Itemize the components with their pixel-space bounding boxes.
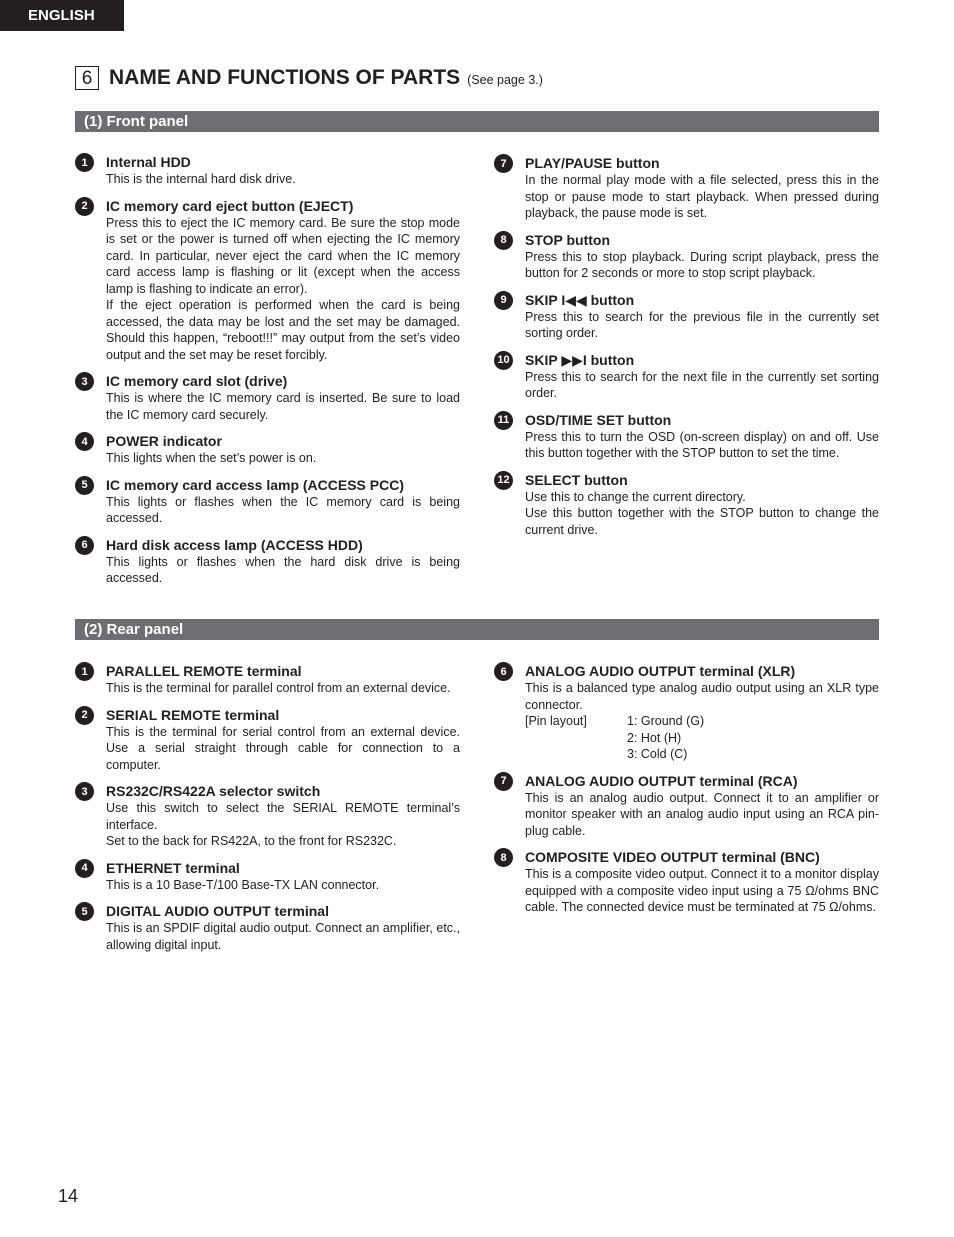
item-description: This is where the IC memory card is inserted. Be sure to load the IC memory card securely. (106, 391, 460, 422)
item-title: DIGITAL AUDIO OUTPUT terminal (106, 903, 329, 919)
rear-panel-left-column (75, 662, 460, 962)
front-item-7 (494, 154, 879, 222)
item-title: RS232C/RS422A selector switch (106, 783, 321, 799)
item-description: This lights or flashes when the IC memory card is being accessed. (106, 494, 460, 525)
item-title: ANALOG AUDIO OUTPUT terminal (XLR) (525, 663, 796, 679)
section-title-row (75, 66, 543, 90)
pin-entry: 2: Hot (H) (627, 730, 682, 745)
item-number-marker: 4 (75, 432, 94, 451)
item-number-marker: 2 (75, 706, 94, 725)
item-description: This is the terminal for serial control from an external device. Use a serial straight through cable for connection to a computer. (106, 724, 460, 772)
section-number-box: 6 (75, 66, 99, 90)
item-number-marker: 4 (75, 859, 94, 878)
item-number-marker: 3 (75, 372, 94, 391)
item-number-marker: 9 (494, 291, 513, 310)
front-item-10 (494, 351, 879, 402)
front-item-4 (75, 432, 460, 467)
item-title: STOP button (525, 231, 611, 248)
item-description: Press this to eject the IC memory card. Be sure the stop mode is set or the power is turned off when ejecting the IC memory card. In particular, never eject the card when the IC memory card access lamp is flashing or lit (except when the access lamp is flashing to indicate an error). (106, 215, 460, 296)
item-title: Internal HDD (106, 154, 191, 170)
front-panel-left-column (75, 153, 460, 596)
item-description: Press this to stop playback. During script playback, press the button for 2 seconds or more to stop script playback. (525, 249, 879, 280)
item-description: This is an analog audio output. Connect it to an amplifier or monitor speaker with an analog audio input using an RCA pin-plug cable. (525, 790, 879, 838)
item-number-marker: 11 (494, 411, 513, 430)
item-description: In the normal play mode with a file selected, press this in the stop or pause mode to start playback. When pressed during playback, the pause mode is set. (525, 173, 879, 220)
rear-item-3 (75, 782, 460, 850)
item-number-marker: 6 (494, 662, 513, 681)
item-description: Use this button together with the STOP button to change the current drive. (525, 506, 879, 537)
item-number-marker: 8 (494, 848, 513, 867)
item-description: This is a 10 Base-T/100 Base-TX LAN connector. (106, 877, 380, 892)
language-tab: ENGLISH (0, 0, 124, 31)
item-description: Set to the back for RS422A, to the front for RS232C. (106, 834, 397, 848)
item-description: Press this to turn the OSD (on-screen display) on and off. Use this button together with the STOP button to set the time. (525, 429, 879, 460)
item-number-marker: 2 (75, 197, 94, 216)
page-title: NAME AND FUNCTIONS OF PARTS (109, 66, 461, 89)
item-number-marker: 10 (494, 351, 513, 370)
item-title: SKIP ▶▶I button (525, 351, 635, 368)
front-panel-right-column (494, 154, 879, 547)
item-title: IC memory card access lamp (ACCESS PCC) (106, 476, 404, 493)
pin-entry: 1: Ground (G) (627, 714, 705, 728)
item-title: ANALOG AUDIO OUTPUT terminal (RCA) (525, 772, 798, 789)
item-number-marker: 7 (494, 772, 513, 791)
item-title: SERIAL REMOTE terminal (106, 706, 280, 723)
item-number-marker: 8 (494, 231, 513, 250)
item-number-marker: 6 (75, 536, 94, 555)
front-item-9 (494, 291, 879, 342)
item-description: This is an SPDIF digital audio output. Connect an amplifier, etc., allowing digital input. (106, 921, 460, 952)
front-item-11 (494, 411, 879, 462)
item-title: SELECT button (525, 471, 628, 488)
item-title: Hard disk access lamp (ACCESS HDD) (106, 536, 363, 553)
item-description: This is the internal hard disk drive. (106, 172, 296, 186)
item-title: POWER indicator (106, 433, 222, 449)
front-item-12 (494, 471, 879, 539)
item-number-marker: 1 (75, 153, 94, 172)
item-description: Use this to change the current directory. (525, 489, 746, 504)
front-item-2 (75, 197, 460, 364)
rear-item-5 (75, 902, 460, 953)
item-number-marker: 3 (75, 782, 94, 801)
item-title: PLAY/PAUSE button (525, 155, 660, 171)
rear-item-2 (75, 706, 460, 774)
front-item-5 (75, 476, 460, 527)
item-title: COMPOSITE VIDEO OUTPUT terminal (BNC) (525, 849, 820, 865)
page-number: 14 (58, 1186, 79, 1206)
rear-panel-right-column (494, 662, 879, 925)
item-number-marker: 5 (75, 902, 94, 921)
rear-panel-heading: (2) Rear panel (75, 619, 879, 640)
see-page-note: (See page 3.) (467, 73, 543, 87)
rear-item-8 (494, 848, 879, 916)
item-description: Press this to search for the previous file in the currently set sorting order. (525, 309, 879, 340)
item-description: This is a composite video output. Connect it to a monitor display equipped with a composite video input using a 75 Ω/ohms BNC cable. The connected device must be terminated at 75 Ω/ohms. (525, 867, 879, 914)
item-title: IC memory card eject button (EJECT) (106, 197, 354, 214)
front-item-6 (75, 536, 460, 587)
item-title: ETHERNET terminal (106, 859, 240, 876)
front-item-8 (494, 231, 879, 282)
item-title: OSD/TIME SET button (525, 411, 672, 428)
rear-item-1 (75, 662, 460, 697)
rear-item-4 (75, 859, 460, 894)
front-item-1 (75, 153, 460, 188)
rear-item-6 (494, 662, 879, 763)
item-description: Use this switch to select the SERIAL REMOTE terminal’s interface. (106, 801, 460, 832)
pin-layout-label: [Pin layout] (525, 714, 587, 728)
item-description: This is a balanced type analog audio output using an XLR type connector. (525, 681, 879, 712)
item-title: PARALLEL REMOTE terminal (106, 663, 302, 679)
item-title: IC memory card slot (drive) (106, 373, 288, 389)
pin-entry: 3: Cold (C) (627, 747, 688, 761)
front-item-3 (75, 372, 460, 423)
item-number-marker: 7 (494, 154, 513, 173)
item-title: SKIP I◀◀ button (525, 291, 635, 308)
rear-item-7 (494, 772, 879, 840)
item-description: This lights or flashes when the hard disk drive is being accessed. (106, 554, 460, 585)
item-number-marker: 1 (75, 662, 94, 681)
pin-layout (525, 713, 879, 763)
item-description: If the eject operation is performed when the card is being accessed, the data may be lost and the set may be damaged. Should this happen, “reboot!!!” may output from the set’s video output and the set may be reset forcibly. (106, 298, 460, 362)
item-number-marker: 12 (494, 471, 513, 490)
item-description: This lights when the set’s power is on. (106, 451, 317, 465)
item-description: This is the terminal for parallel control from an external device. (106, 681, 451, 695)
item-description: Press this to search for the next file in the currently set sorting order. (525, 369, 879, 400)
item-number-marker: 5 (75, 476, 94, 495)
front-panel-heading: (1) Front panel (75, 111, 879, 132)
